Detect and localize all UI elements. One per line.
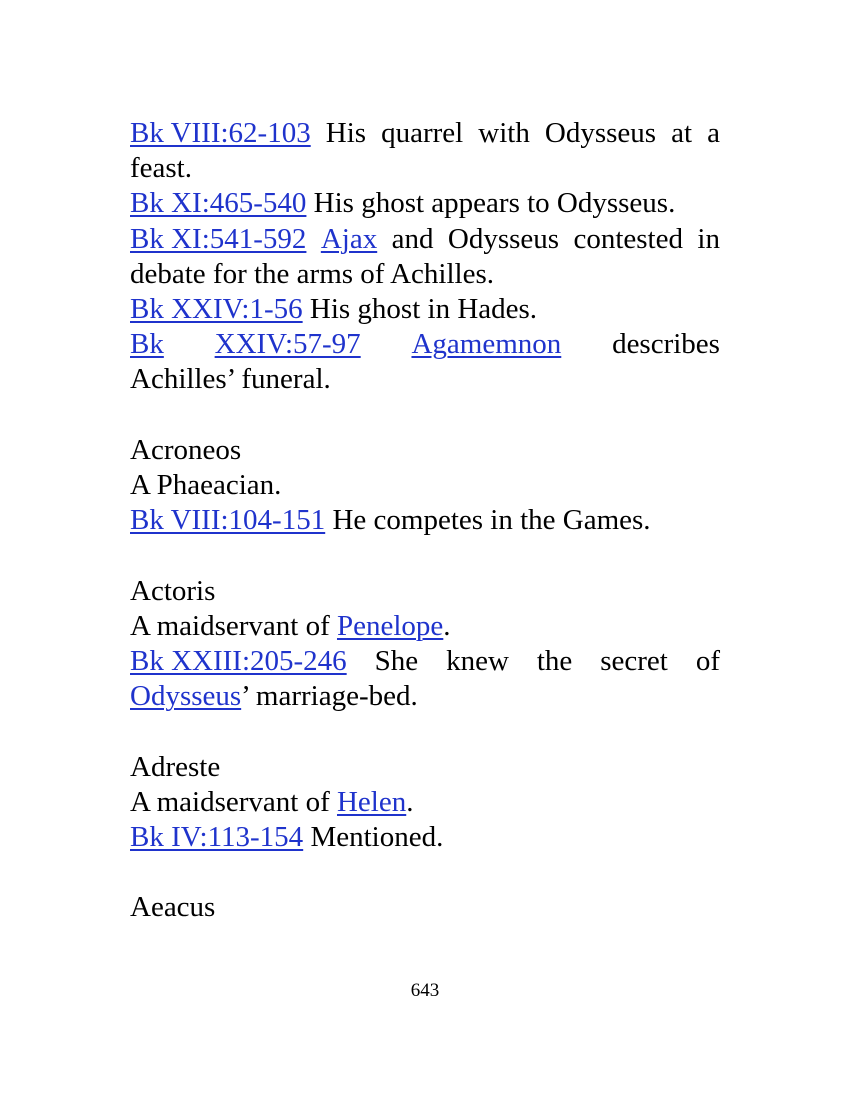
reference-text: His ghost in Hades. [309,293,538,326]
character-link-ajax[interactable]: Ajax [320,222,378,255]
entry-heading-aeacus: Aeacus [130,891,216,924]
reference-text: Achilles’ funeral. [130,363,331,396]
page-number: 643 [410,980,440,1001]
reference-line [130,222,720,257]
reference-line [130,820,720,855]
reference-text: She [374,645,419,678]
reference-text: His ghost appears to Odysseus. [313,187,676,220]
reference-text: describes [612,328,720,361]
reference-text: the [536,645,573,678]
reference-text: knew [446,645,509,678]
reference-text: and [391,222,434,255]
description-punctuation: . [443,609,451,642]
spacer [130,538,720,573]
book-reference-link[interactable]: Bk XI:465-540 [130,187,307,220]
character-link-helen[interactable]: Helen [336,785,407,818]
reference-line [130,327,720,362]
reference-text: a [707,117,720,149]
book-reference-link[interactable]: Bk XI:541-592 [130,222,307,255]
reference-text: Odysseus [447,222,560,255]
entry-description [130,609,720,644]
page-content [130,116,720,926]
reference-text: of [695,645,720,678]
book-reference-link[interactable]: Bk XXIV:1-56 [130,293,303,326]
entry-heading-acroneos: Acroneos [130,433,242,466]
reference-text: debate for the arms of Achilles. [130,257,494,290]
description-text: A maidservant of [130,785,330,818]
reference-text: feast. [130,152,192,185]
book-reference-link[interactable]: Bk VIII:62-103 [130,117,311,149]
spacer [130,855,720,890]
reference-text: with [478,117,530,149]
reference-line [130,644,720,679]
spacer [130,398,720,433]
reference-line [130,186,720,221]
reference-text: His [325,117,367,149]
description-punctuation: . [406,785,414,818]
book-reference-link[interactable]: Bk [130,328,164,361]
reference-text-line [130,679,720,714]
entry-description [130,785,720,820]
reference-text: He competes in the Games. [332,504,651,537]
description-text: A maidservant of [130,609,330,642]
character-link-penelope[interactable]: Penelope [336,609,444,642]
reference-text: quarrel [381,117,464,149]
reference-text: at [671,117,693,149]
entry-heading-adreste: Adreste [130,750,221,783]
book-reference-link[interactable]: Bk IV:113-154 [130,821,304,854]
reference-text: Mentioned. [310,821,444,854]
reference-text: contested [573,222,683,255]
reference-line [130,503,720,538]
character-link-odysseus[interactable]: Odysseus [130,680,242,713]
reference-line [130,116,720,151]
character-link-agamemnon[interactable]: Agamemnon [411,328,562,361]
entry-description: A Phaeacian. [130,469,282,502]
reference-text: in [697,222,720,255]
reference-line [130,292,720,327]
spacer [130,714,720,749]
reference-text: ’ marriage-bed. [241,680,418,713]
book-reference-link[interactable]: Bk XXIII:205-246 [130,645,347,678]
book-reference-link[interactable]: XXIV:57-97 [214,328,361,361]
reference-text: Odysseus [544,117,657,149]
entry-heading-actoris: Actoris [130,574,216,607]
reference-text: secret [600,645,668,678]
book-reference-link[interactable]: Bk VIII:104-151 [130,504,326,537]
